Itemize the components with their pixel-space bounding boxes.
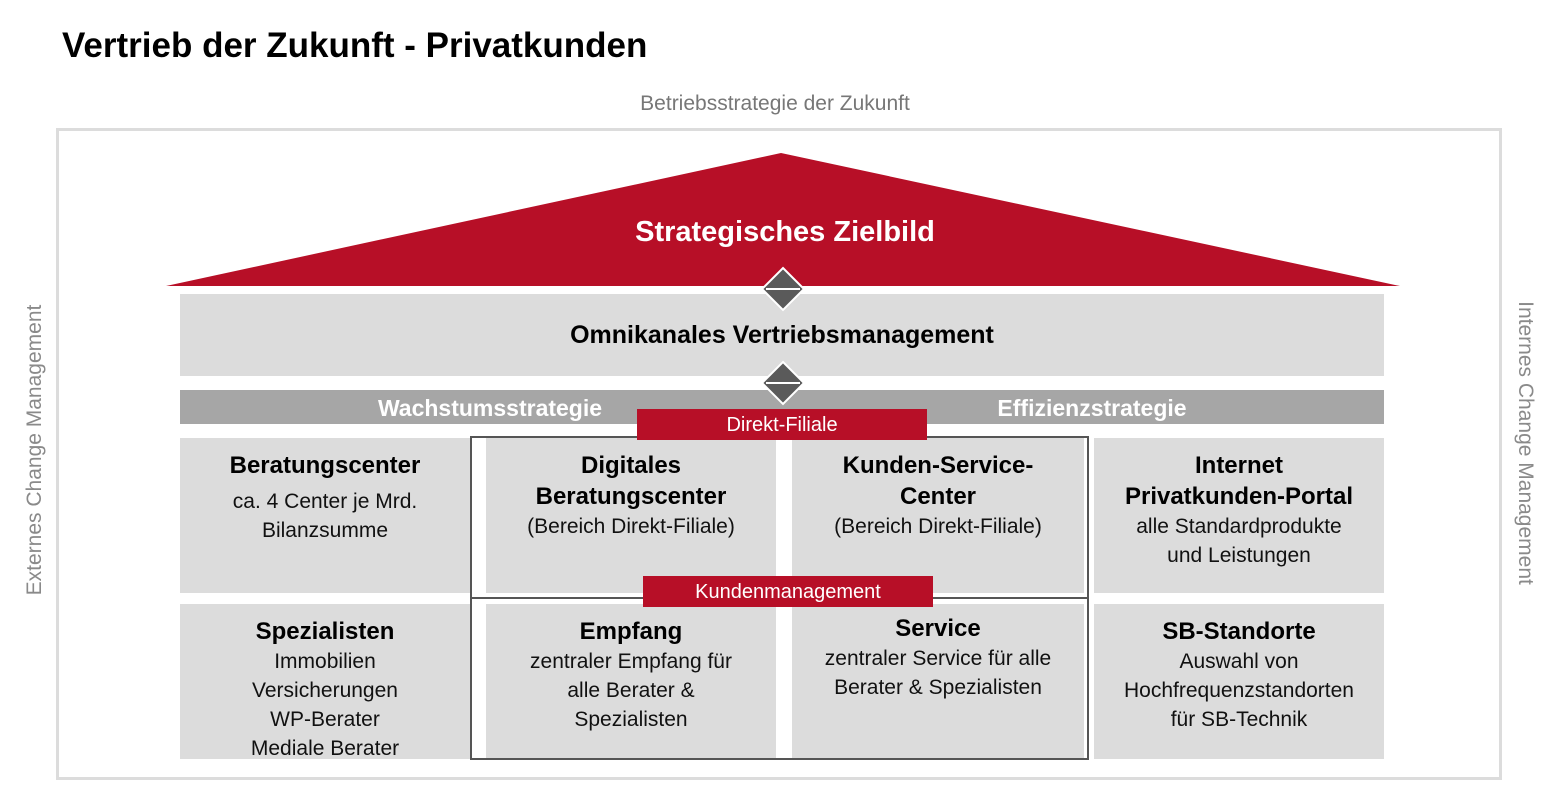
cell-title: Internet	[1194, 452, 1283, 479]
cell-title: Empfang	[579, 618, 683, 645]
cell-title: Beratungscenter	[535, 483, 727, 510]
cell-line: Immobilien	[274, 650, 376, 673]
cell-line: WP-Berater	[270, 708, 380, 731]
cell-line: (Bereich Direkt-Filiale)	[834, 515, 1042, 538]
roof-shape	[0, 0, 1550, 300]
cell-title: SB-Standorte	[1162, 618, 1316, 645]
diamond-icon	[760, 266, 806, 312]
cell-line: Bilanzsumme	[261, 519, 389, 542]
cell-line: zentraler Empfang für	[530, 650, 732, 673]
cell-line: Berater & Spezialisten	[834, 676, 1042, 699]
cell-line: Mediale Berater	[250, 737, 400, 760]
roof-label: Strategisches Zielbild	[635, 216, 935, 248]
cell-line: Versicherungen	[252, 679, 398, 702]
efficiency-strategy-label: Effizienzstrategie	[997, 395, 1187, 421]
tag-kundenmanagement: Kundenmanagement	[643, 576, 933, 607]
page-title: Vertrieb der Zukunft - Privatkunden	[62, 26, 648, 65]
cell-line: und Leistungen	[1167, 544, 1311, 567]
cell-line: Spezialisten	[574, 708, 688, 731]
growth-strategy-label: Wachstumsstrategie	[377, 395, 603, 421]
cell-line: für SB-Technik	[1170, 708, 1308, 731]
cell-line: Auswahl von	[1179, 650, 1299, 673]
cell-spezialisten	[180, 604, 470, 759]
cell-line: Hochfrequenzstandorten	[1124, 679, 1354, 702]
cell-sb-standorte	[1094, 604, 1384, 759]
cell-line: alle Standardprodukte	[1136, 515, 1342, 538]
cell-line: alle Berater &	[567, 679, 695, 702]
cell-beratungscenter	[180, 438, 470, 593]
cell-internet-portal	[1094, 438, 1384, 593]
cell-line: (Bereich Direkt-Filiale)	[527, 515, 735, 538]
cell-title: Spezialisten	[255, 618, 395, 645]
cell-title: Kunden-Service-	[842, 452, 1034, 479]
side-label-left: Externes Change Management	[23, 304, 46, 596]
diamond-icon	[760, 360, 806, 406]
side-label-right: Internes Change Management	[1514, 301, 1537, 585]
cell-title: Service	[895, 615, 981, 642]
omni-label: Omnikanales Vertriebsmanagement	[570, 320, 994, 349]
cell-line: zentraler Service für alle	[824, 647, 1052, 670]
tag-direkt-filiale: Direkt-Filiale	[637, 409, 927, 440]
cell-title: Digitales	[580, 452, 682, 479]
top-label: Betriebsstrategie der Zukunft	[640, 92, 910, 115]
cell-line: ca. 4 Center je Mrd.	[232, 490, 418, 513]
cell-title: Beratungscenter	[229, 452, 421, 479]
cell-title: Center	[899, 483, 977, 510]
cell-title: Privatkunden-Portal	[1124, 483, 1354, 510]
